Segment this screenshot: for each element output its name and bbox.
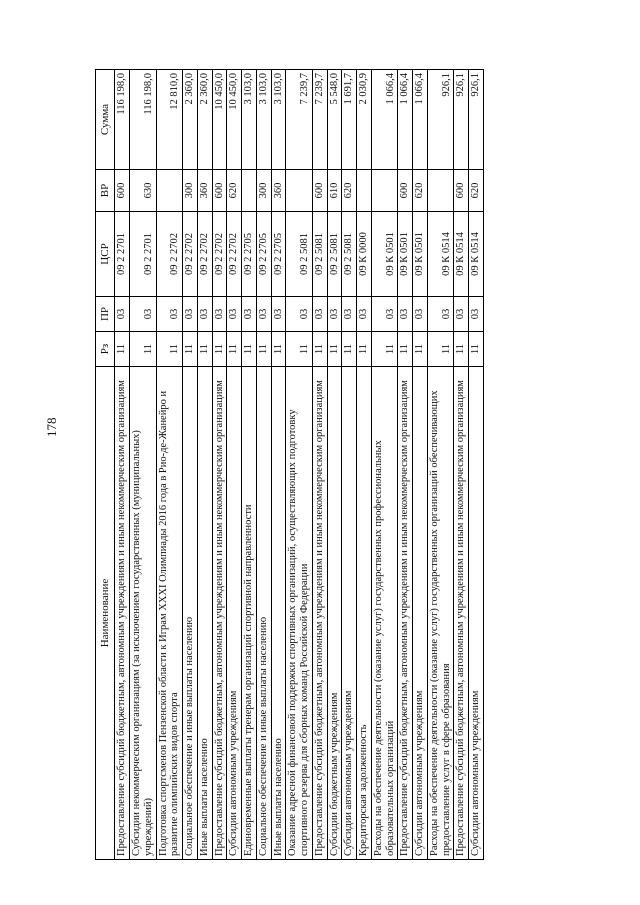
cell-name: Иные выплаты населению (271, 367, 286, 860)
cell-pr: 03 (256, 297, 271, 332)
cell-name: Субсидии автономным учреждениям (342, 367, 357, 860)
cell-vr: 600 (115, 170, 130, 212)
cell-rz: 11 (183, 332, 198, 367)
cell-sum: 926,1 (469, 70, 484, 170)
cell-vr: 610 (327, 170, 342, 212)
cell-csr: 09 2 2702 (156, 212, 183, 297)
cell-rz: 11 (427, 332, 454, 367)
cell-rz: 11 (357, 332, 372, 367)
cell-sum: 7 239,7 (312, 70, 327, 170)
header-name: Наименование (96, 367, 115, 860)
cell-sum: 10 450,0 (227, 70, 242, 170)
cell-pr: 03 (242, 297, 257, 332)
cell-name: Оказание адресной финансовой поддержки спортивных организаций, осуществляющих подготовку спортивного резерва для сборных команд Российской Федерации (286, 367, 313, 860)
cell-name: Субсидии автономным учреждениям (227, 367, 242, 860)
cell-rz: 11 (212, 332, 227, 367)
cell-name: Предоставление субсидий бюджетным, автономным учреждениям и иным некоммерческим организациям (312, 367, 327, 860)
cell-vr (156, 170, 183, 212)
cell-vr (357, 170, 372, 212)
table-row (286, 70, 313, 860)
cell-pr: 03 (183, 297, 198, 332)
table-row (469, 70, 484, 860)
cell-pr: 03 (469, 297, 484, 332)
cell-vr: 300 (183, 170, 198, 212)
cell-rz: 11 (327, 332, 342, 367)
budget-table (95, 69, 484, 860)
header-pr: ПР (96, 297, 115, 332)
cell-sum: 2 030,9 (357, 70, 372, 170)
cell-name: Предоставление субсидий бюджетным, автономным учреждениям и иным некоммерческим организациям (115, 367, 130, 860)
cell-sum: 1 066,4 (371, 70, 398, 170)
cell-csr: 09 К 0000 (357, 212, 372, 297)
cell-sum: 1 066,4 (413, 70, 428, 170)
cell-sum: 1 691,7 (342, 70, 357, 170)
cell-sum: 10 450,0 (212, 70, 227, 170)
cell-sum: 926,1 (427, 70, 454, 170)
cell-csr: 09 2 2702 (197, 212, 212, 297)
table-row (115, 70, 130, 860)
table-row (312, 70, 327, 860)
cell-pr: 03 (427, 297, 454, 332)
table-row (427, 70, 454, 860)
table-row (242, 70, 257, 860)
cell-vr: 360 (271, 170, 286, 212)
table-row (342, 70, 357, 860)
cell-csr: 09 2 2705 (256, 212, 271, 297)
cell-name: Кредиторская задолженность (357, 367, 372, 860)
cell-rz: 11 (371, 332, 398, 367)
cell-name: Предоставление субсидий бюджетным, автономным учреждениям и иным некоммерческим организациям (212, 367, 227, 860)
header-vr: ВР (96, 170, 115, 212)
cell-vr: 600 (312, 170, 327, 212)
cell-sum: 926,1 (454, 70, 469, 170)
cell-vr: 630 (130, 170, 157, 212)
cell-rz: 11 (454, 332, 469, 367)
cell-rz: 11 (130, 332, 157, 367)
cell-vr: 600 (212, 170, 227, 212)
cell-name: Субсидии некоммерческим организациям (за исключением государственных (муниципальных) учреждений) (130, 367, 157, 860)
cell-csr: 09 К 0501 (371, 212, 398, 297)
cell-name: Расходы на обеспечение деятельности (оказание услуг) государственных профессиональных образовательных организаций (371, 367, 398, 860)
table-row (271, 70, 286, 860)
cell-csr: 09 2 2705 (242, 212, 257, 297)
cell-vr: 620 (413, 170, 428, 212)
table-row (413, 70, 428, 860)
header-rz: Рз (96, 332, 115, 367)
cell-name: Социальное обеспечение и иные выплаты населению (183, 367, 198, 860)
cell-vr (427, 170, 454, 212)
cell-csr: 09 2 2701 (115, 212, 130, 297)
cell-csr: 09 2 2702 (227, 212, 242, 297)
cell-vr (242, 170, 257, 212)
table-row (183, 70, 198, 860)
table-row (212, 70, 227, 860)
cell-pr: 03 (312, 297, 327, 332)
cell-pr: 03 (130, 297, 157, 332)
cell-csr: 09 2 5081 (342, 212, 357, 297)
cell-rz: 11 (115, 332, 130, 367)
cell-pr: 03 (413, 297, 428, 332)
cell-csr: 09 2 2702 (183, 212, 198, 297)
cell-sum: 3 103,0 (271, 70, 286, 170)
cell-pr: 03 (327, 297, 342, 332)
cell-csr: 09 2 2701 (130, 212, 157, 297)
cell-rz: 11 (286, 332, 313, 367)
cell-name: Субсидии автономным учреждениям (413, 367, 428, 860)
cell-name: Иные выплаты населению (197, 367, 212, 860)
cell-sum: 116 198,0 (130, 70, 157, 170)
cell-name: Расходы на обеспечение деятельности (оказание услуг) государственных организаций обеспечивающих предоставление услуг в сфере образования (427, 367, 454, 860)
cell-csr: 09 К 0501 (413, 212, 428, 297)
cell-pr: 03 (156, 297, 183, 332)
cell-vr: 600 (398, 170, 413, 212)
cell-csr: 09 К 0501 (398, 212, 413, 297)
cell-csr: 09 2 5081 (312, 212, 327, 297)
table-row (327, 70, 342, 860)
cell-csr: 09 2 2702 (212, 212, 227, 297)
cell-pr: 03 (398, 297, 413, 332)
cell-name: Предоставление субсидий бюджетным, автономным учреждениям и иным некоммерческим организациям (398, 367, 413, 860)
header-csr: ЦСР (96, 212, 115, 297)
table-row (227, 70, 242, 860)
cell-rz: 11 (156, 332, 183, 367)
cell-csr: 09 К 0514 (427, 212, 454, 297)
cell-sum: 116 198,0 (115, 70, 130, 170)
cell-pr: 03 (115, 297, 130, 332)
cell-name: Единовременные выплаты тренерам организаций спортивной направленности (242, 367, 257, 860)
cell-name: Социальное обеспечение и иные выплаты населению (256, 367, 271, 860)
cell-rz: 11 (197, 332, 212, 367)
cell-vr: 360 (197, 170, 212, 212)
cell-csr: 09 К 0514 (469, 212, 484, 297)
cell-csr: 09 2 2705 (271, 212, 286, 297)
cell-sum: 1 066,4 (398, 70, 413, 170)
cell-rz: 11 (256, 332, 271, 367)
cell-name: Подготовка спортсменов Пензенской области к Играм XXXI Олимпиады 2016 года в Рио-де-Жанейро и развитие олимпийских видов спорта (156, 367, 183, 860)
cell-sum: 3 103,0 (256, 70, 271, 170)
header-sum: Сумма (96, 70, 115, 170)
cell-rz: 11 (312, 332, 327, 367)
cell-csr: 09 2 5081 (327, 212, 342, 297)
cell-pr: 03 (357, 297, 372, 332)
cell-sum: 2 360,0 (197, 70, 212, 170)
table-row (256, 70, 271, 860)
cell-vr (371, 170, 398, 212)
cell-pr: 03 (454, 297, 469, 332)
cell-vr: 620 (342, 170, 357, 212)
cell-pr: 03 (342, 297, 357, 332)
cell-vr: 620 (227, 170, 242, 212)
cell-sum: 7 239,7 (286, 70, 313, 170)
cell-name: Субсидии бюджетным учреждениям (327, 367, 342, 860)
cell-rz: 11 (227, 332, 242, 367)
table-row (156, 70, 183, 860)
cell-pr: 03 (371, 297, 398, 332)
cell-rz: 11 (413, 332, 428, 367)
cell-csr: 09 К 0514 (454, 212, 469, 297)
table-row (357, 70, 372, 860)
header-row (96, 70, 115, 860)
cell-vr (286, 170, 313, 212)
cell-rz: 11 (242, 332, 257, 367)
cell-sum: 12 810,0 (156, 70, 183, 170)
cell-sum: 2 360,0 (183, 70, 198, 170)
cell-sum: 3 103,0 (242, 70, 257, 170)
cell-rz: 11 (398, 332, 413, 367)
cell-sum: 5 548,0 (327, 70, 342, 170)
table-row (398, 70, 413, 860)
table-row (371, 70, 398, 860)
cell-name: Субсидии автономным учреждениям (469, 367, 484, 860)
cell-pr: 03 (197, 297, 212, 332)
cell-rz: 11 (469, 332, 484, 367)
page-number: 178 (44, 417, 59, 437)
cell-name: Предоставление субсидий бюджетным, автономным учреждениям и иным некоммерческим организациям (454, 367, 469, 860)
table-row (454, 70, 469, 860)
table-row (130, 70, 157, 860)
cell-pr: 03 (271, 297, 286, 332)
cell-vr: 300 (256, 170, 271, 212)
cell-vr: 600 (454, 170, 469, 212)
cell-pr: 03 (212, 297, 227, 332)
cell-rz: 11 (271, 332, 286, 367)
cell-rz: 11 (342, 332, 357, 367)
cell-csr: 09 2 5081 (286, 212, 313, 297)
table-row (197, 70, 212, 860)
cell-pr: 03 (227, 297, 242, 332)
rotated-table-container (95, 70, 563, 860)
cell-pr: 03 (286, 297, 313, 332)
cell-vr: 620 (469, 170, 484, 212)
